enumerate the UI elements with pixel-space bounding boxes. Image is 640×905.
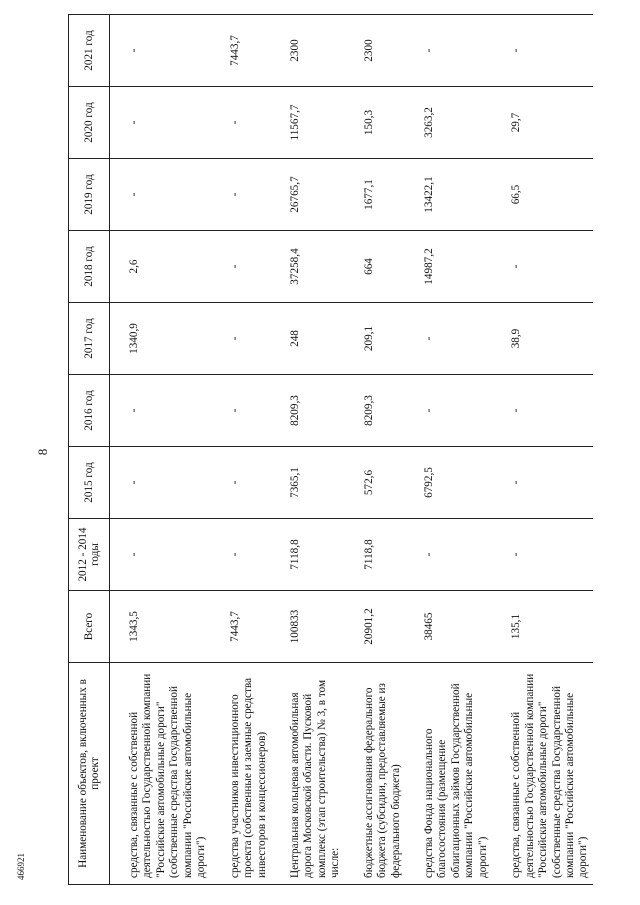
cell-2015: -	[507, 447, 593, 519]
cell-2012-2014: 7118,8	[360, 519, 405, 591]
cell-2017: 209,1	[360, 303, 405, 375]
cell-2018: 14987,2	[420, 231, 492, 303]
spacer-row	[492, 15, 507, 885]
cell-2021: -	[125, 15, 211, 87]
cell-2018: -	[507, 231, 593, 303]
cell-total: 7443,7	[226, 591, 271, 663]
cell-2020: 11567,7	[286, 87, 345, 159]
header-cell: 2020 год	[69, 87, 110, 159]
cell-2021: -	[420, 15, 492, 87]
header-cell: 2015 год	[69, 447, 110, 519]
rotated-table-container	[68, 15, 588, 885]
header-cell: 2016 год	[69, 375, 110, 447]
cell-2019: 26765,7	[286, 159, 345, 231]
cell-total: 20901,2	[360, 591, 405, 663]
table-row	[286, 15, 345, 885]
header-cell: 2017 год	[69, 303, 110, 375]
cell-2019: 66,5	[507, 159, 593, 231]
cell-2020: -	[226, 87, 271, 159]
spacer-row	[211, 15, 226, 885]
header-cell: 2012 - 2014 годы	[69, 519, 110, 591]
row-label: средства Фонда национального благосостояния (размещение облигационных займов Государственной компании "Российские автомобильные дороги")	[420, 663, 492, 885]
cell-2012-2014: -	[125, 519, 211, 591]
table-row	[360, 15, 405, 885]
cell-2016: 8209,3	[286, 375, 345, 447]
row-label: средства участников инвестиционного проекта (собственные и заемные средства инвесторов и концессионеров)	[226, 663, 271, 885]
cell-2015: 572,6	[360, 447, 405, 519]
cell-2021: -	[507, 15, 593, 87]
cell-total: 1343,5	[125, 591, 211, 663]
spacer-row	[271, 15, 286, 885]
table-row	[125, 15, 211, 885]
cell-2020: 29,7	[507, 87, 593, 159]
cell-2017: 248	[286, 303, 345, 375]
cell-2016: -	[507, 375, 593, 447]
header-cell: 2018 год	[69, 231, 110, 303]
cell-2017: 1340,9	[125, 303, 211, 375]
cell-2018: 664	[360, 231, 405, 303]
cell-2020: 150,3	[360, 87, 405, 159]
cell-2019: -	[226, 159, 271, 231]
cell-2021: 2300	[360, 15, 405, 87]
cell-2016: -	[226, 375, 271, 447]
cell-total: 38465	[420, 591, 492, 663]
cell-2018: 2,6	[125, 231, 211, 303]
cell-2019: 1677,1	[360, 159, 405, 231]
row-label: средства, связанные с собственной деятельностью Государственной компании "Российские автомобильные дороги" (собственные средства Государственной компании "Российские автомобильные дороги")	[125, 663, 211, 885]
cell-2017: -	[226, 303, 271, 375]
cell-2012-2014: -	[226, 519, 271, 591]
row-label: средства, связанные с собственной деятельностью Государственной компании "Российские автомобильные дороги" (собственные средства Государственной компании "Российские автомобильные дороги")	[507, 663, 593, 885]
spacer-row	[405, 15, 420, 885]
cell-2020: -	[125, 87, 211, 159]
cell-2012-2014: 7118,8	[286, 519, 345, 591]
cell-2020: 3263,2	[420, 87, 492, 159]
cell-2015: 6792,5	[420, 447, 492, 519]
cell-2016: -	[125, 375, 211, 447]
cell-2018: 37258,4	[286, 231, 345, 303]
spacer-row	[110, 15, 126, 885]
cell-2015: 7365,1	[286, 447, 345, 519]
spacer-row	[345, 15, 360, 885]
cell-2017: -	[420, 303, 492, 375]
page-number: 8	[35, 448, 50, 456]
row-label: Центральная кольцевая автомобильная дорога Московской области. Пусковой комплекс (этап строительства) № 3, в том числе:	[286, 663, 345, 885]
cell-2019: 13422,1	[420, 159, 492, 231]
header-cell: Наименование объектов, включенных в проект	[69, 663, 110, 885]
cell-2021: 7443,7	[226, 15, 271, 87]
table-row	[507, 15, 593, 885]
cell-2019: -	[125, 159, 211, 231]
cell-2017: 38,9	[507, 303, 593, 375]
financing-table	[68, 14, 593, 885]
table-row	[226, 15, 271, 885]
row-label: бюджетные ассигнования федерального бюджета (субсидии, предоставляемые из федерального бюджета)	[360, 663, 405, 885]
header-cell: 2019 год	[69, 159, 110, 231]
cell-2021: 2300	[286, 15, 345, 87]
cell-2016: -	[420, 375, 492, 447]
header-cell: Всего	[69, 591, 110, 663]
cell-total: 135,1	[507, 591, 593, 663]
cell-2012-2014: -	[507, 519, 593, 591]
cell-2015: -	[226, 447, 271, 519]
table-header-row	[69, 15, 110, 885]
cell-2018: -	[226, 231, 271, 303]
header-cell: 2021 год	[69, 15, 110, 87]
cell-2012-2014: -	[420, 519, 492, 591]
table-row	[420, 15, 492, 885]
cell-total: 100833	[286, 591, 345, 663]
cell-2016: 8209,3	[360, 375, 405, 447]
document-id: 466921	[16, 853, 26, 880]
cell-2015: -	[125, 447, 211, 519]
